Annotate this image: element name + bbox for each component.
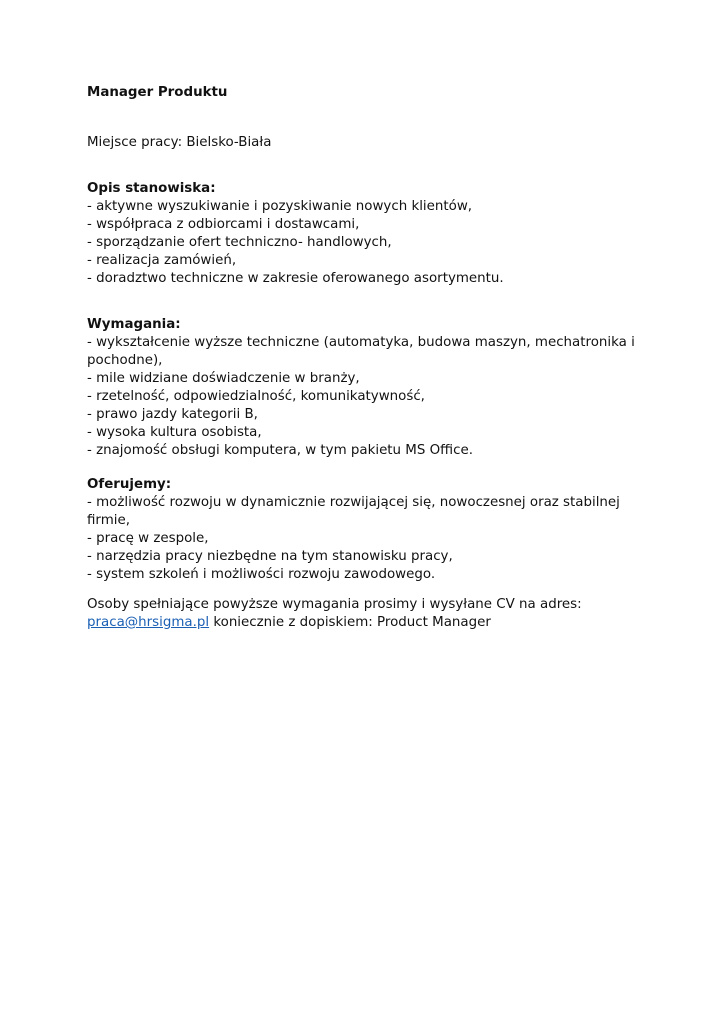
list-item: - mile widziane doświadczenie w branży, — [87, 371, 360, 386]
section-heading: Wymagania: — [87, 317, 181, 332]
work-location: Miejsce pracy: Bielsko-Biała — [87, 135, 272, 150]
document-page — [87, 84, 647, 632]
section-requirements — [87, 316, 647, 460]
email-link[interactable]: praca@hrsigma.pl — [87, 615, 210, 630]
page-title: Manager Produktu — [87, 85, 228, 100]
list-item: - wysoka kultura osobista, — [87, 425, 262, 440]
list-item: - sporządzanie ofert techniczno- handlowych, — [87, 235, 392, 250]
list-item: - aktywne wyszukiwanie i pozyskiwanie nowych klientów, — [87, 199, 473, 214]
list-item: - narzędzia pracy niezbędne na tym stanowisku pracy, — [87, 549, 453, 564]
list-item: - wykształcenie wyższe techniczne (automatyka, budowa maszyn, mechatronika i pochodne), — [87, 335, 635, 368]
closing-paragraph — [87, 596, 647, 632]
list-item: - znajomość obsługi komputera, w tym pakietu MS Office. — [87, 443, 473, 458]
list-item: - rzetelność, odpowiedzialność, komunikatywność, — [87, 389, 425, 404]
closing-text: Osoby spełniające powyższe wymagania prosimy i wysyłane CV na adres: — [87, 597, 582, 612]
list-item: - możliwość rozwoju w dynamicznie rozwijającej się, nowoczesnej oraz stabilnej firmie, — [87, 495, 620, 528]
list-item: - pracę w zespole, — [87, 531, 209, 546]
list-item: - współpraca z odbiorcami i dostawcami, — [87, 217, 360, 232]
list-item: - system szkoleń i możliwości rozwoju zawodowego. — [87, 567, 436, 582]
section-heading: Opis stanowiska: — [87, 181, 216, 196]
closing-suffix: koniecznie z dopiskiem: Product Manager — [209, 615, 491, 630]
section-job-description — [87, 180, 647, 288]
list-item: - prawo jazdy kategorii B, — [87, 407, 258, 422]
section-we-offer — [87, 476, 647, 584]
section-heading: Oferujemy: — [87, 477, 172, 492]
list-item: - realizacja zamówień, — [87, 253, 237, 268]
list-item: - doradztwo techniczne w zakresie oferowanego asortymentu. — [87, 271, 504, 286]
